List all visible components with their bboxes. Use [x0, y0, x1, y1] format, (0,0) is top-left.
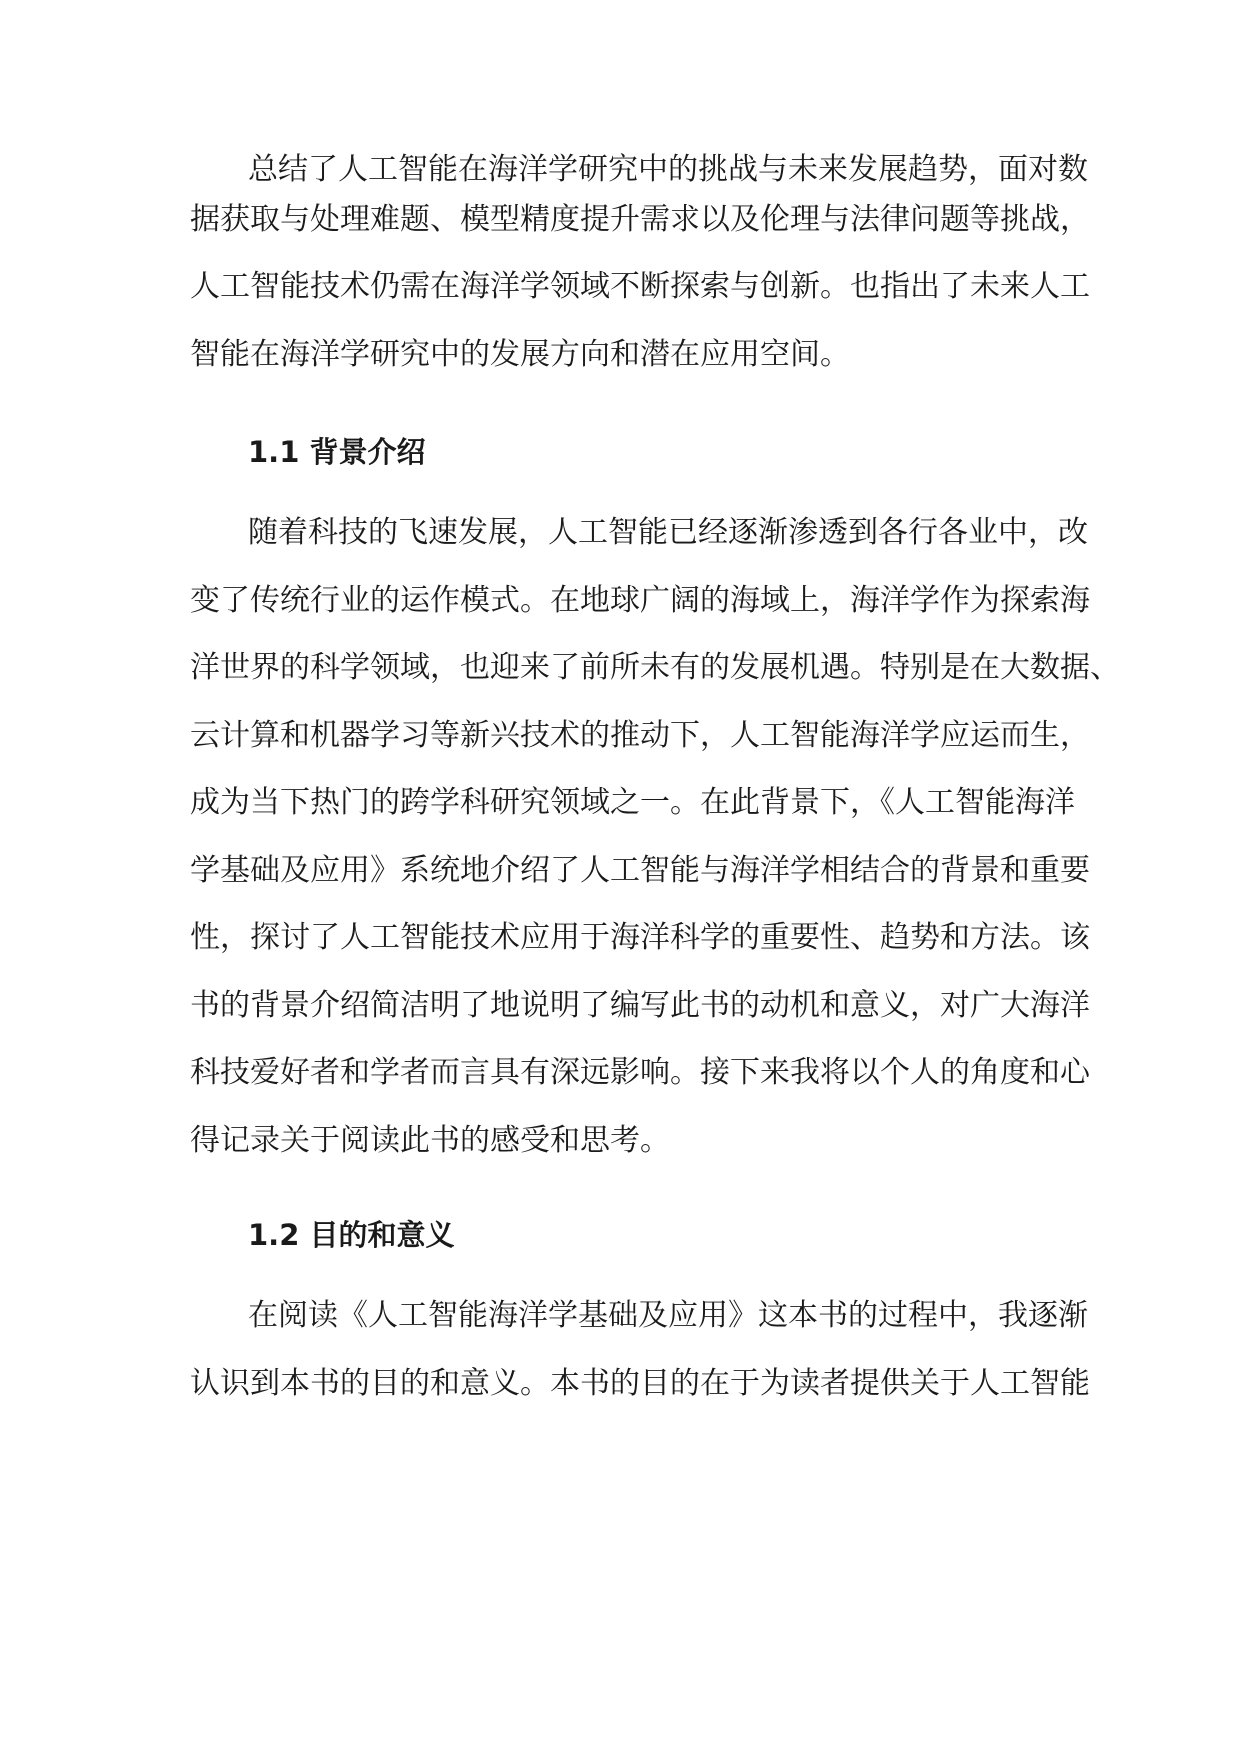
intro-line: 人工智能技术仍需在海洋学领域不断探索与创新。也指出了未来人工: [190, 269, 1090, 304]
purpose-line: 认识到本书的目的和意义。本书的目的在于为读者提供关于人工智能: [190, 1366, 1090, 1401]
background-line: 随着科技的飞速发展，人工智能已经逐渐渗透到各行各业中，改: [248, 515, 1088, 550]
background-line: 学基础及应用》系统地介绍了人工智能与海洋学相结合的背景和重要: [190, 853, 1090, 888]
background-line: 性，探讨了人工智能技术应用于海洋科学的重要性、趋势和方法。该: [190, 920, 1090, 955]
background-line: 云计算和机器学习等新兴技术的推动下，人工智能海洋学应运而生，: [190, 718, 1090, 753]
intro-line: 智能在海洋学研究中的发展方向和潜在应用空间。: [190, 337, 850, 372]
section-heading-background: 1.1 背景介绍: [248, 435, 426, 469]
section-heading-purpose: 1.2 目的和意义: [248, 1218, 455, 1252]
background-line: 科技爱好者和学者而言具有深远影响。接下来我将以个人的角度和心: [190, 1055, 1090, 1090]
background-line: 成为当下热门的跨学科研究领域之一。在此背景下，《人工智能海洋: [190, 785, 1075, 820]
intro-line: 据获取与处理难题、模型精度提升需求以及伦理与法律问题等挑战，: [190, 202, 1090, 237]
background-line: 得记录关于阅读此书的感受和思考。: [190, 1123, 670, 1158]
background-line: 书的背景介绍简洁明了地说明了编写此书的动机和意义，对广大海洋: [190, 988, 1090, 1023]
background-line: 洋世界的科学领域，也迎来了前所未有的发展机遇。特别是在大数据、: [190, 650, 1120, 685]
intro-line: 总结了人工智能在海洋学研究中的挑战与未来发展趋势，面对数: [248, 152, 1088, 187]
purpose-line: 在阅读《人工智能海洋学基础及应用》这本书的过程中，我逐渐: [248, 1298, 1088, 1333]
background-line: 变了传统行业的运作模式。在地球广阔的海域上，海洋学作为探索海: [190, 583, 1090, 618]
